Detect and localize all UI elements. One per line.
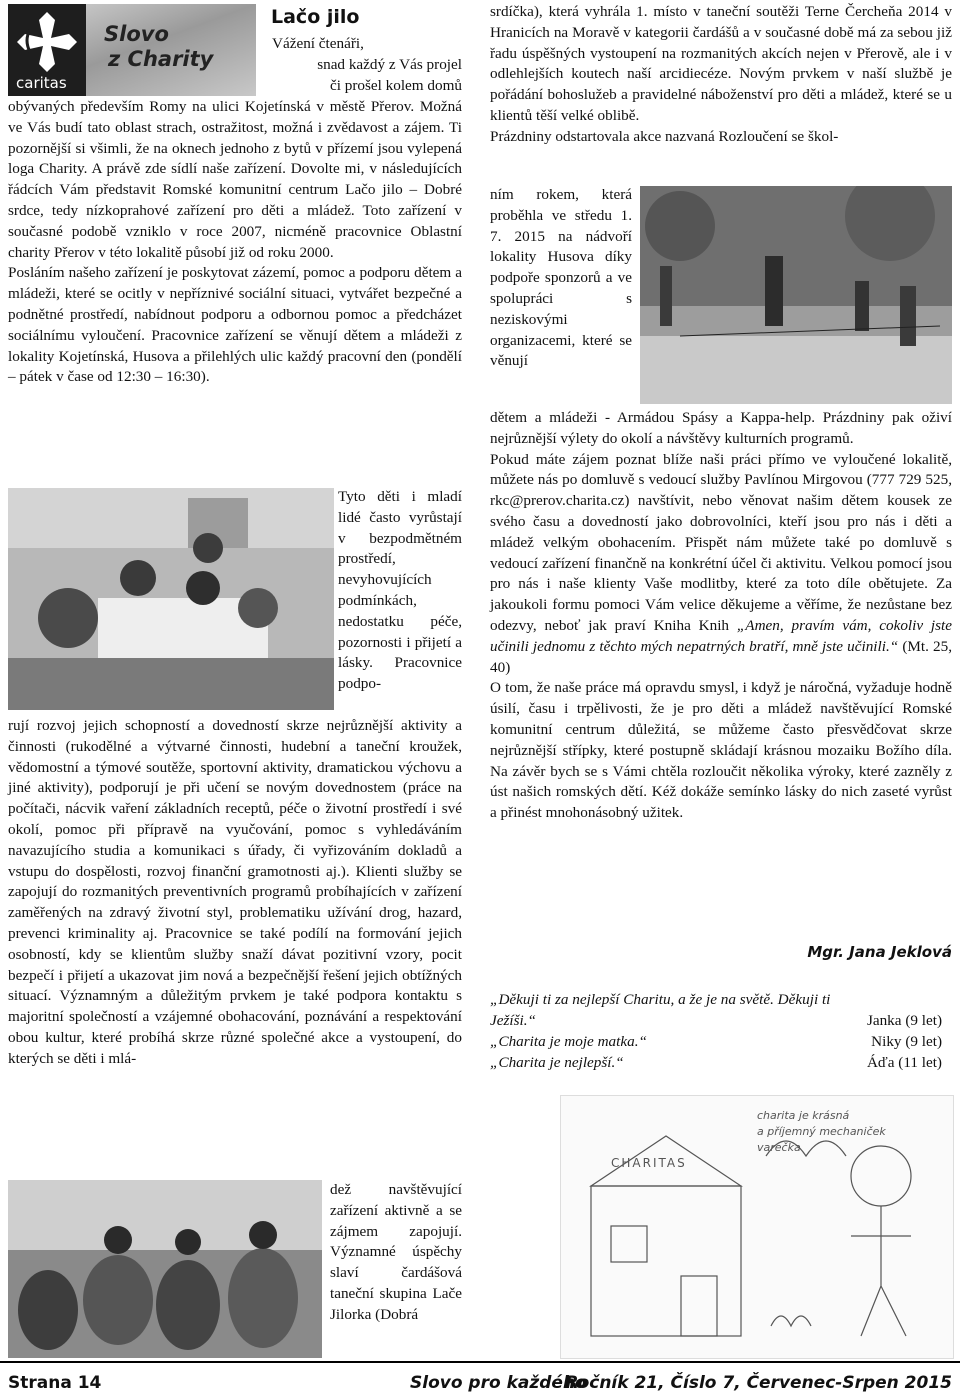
- logo-caritas-text: caritas: [16, 74, 67, 92]
- quote: [490, 1032, 952, 1053]
- article-heading: Lačo jilo: [271, 6, 360, 28]
- logo-title-line1: Slovo: [104, 22, 169, 46]
- paragraph: rují rozvoj jejich schopností a dovedností skrze nejrůznější aktivity a činnosti (rukodělné a výtvarné činnosti, hudební a taneční kroužek, vědomostní a týmové soutěže, sportovní aktivity, dramatickou výchovu a jiné aktivity), podporují je při učení se novým dovednostem (práce na počítači, nácvik vaření základních receptů, péče o životní prostředí i své okolí, pomoc při přípravě na vyučování, pomoc s vyhledáváním navazujícího studia a komunikaci s úřady, či vyřizováním dokladů a vstupu do dospělosti, rozvoj finanční gramotnosti aj.). Klienti služby se zapojují do rozmanitých preventivních programů probíhajících v zařízení zaměřených na zdravý životní styl, problematiku užívání drog, hazard, prevenci kriminality aj. Pracovnice se také podílí na formování jejich osobností, kdy se klientům služby snaží dávat pozitivní vzory, pocit bezpečí i přijetí a ukazovat jim nová a bezpečnější řešení jejich obtížných situací. Významným a důležitým prvkem je také podpora kontaktu s majoritní společností a vzájemné obohacování, poznávání a respektování obou kultur, které probíhá skrze různé společné akce a vystoupení, do kterých se děti i mlá-: [8, 717, 462, 1067]
- drawing-caption: [757, 1108, 886, 1156]
- photo-children-table: [8, 488, 334, 710]
- column-1-top: [8, 97, 462, 388]
- column-1-beside-photo-2: [330, 1180, 462, 1326]
- intro-lines: [262, 34, 462, 96]
- drawing-house-text: CHARITAS: [611, 1156, 687, 1170]
- quote: [490, 1053, 952, 1074]
- page-footer: [0, 1361, 960, 1396]
- intro-line: snad každý z Vás projel: [317, 55, 462, 73]
- paragraph: dež navštěvující zařízení aktivně a se zájmem zapojují. Významné úspěchy slaví čardášová taneční skupina Lače Jilorka (Dobrá: [330, 1181, 462, 1323]
- quote-text: Ježíši.“: [490, 1012, 536, 1029]
- quote-text: „Charita je nejlepší.“: [490, 1054, 624, 1071]
- column-2-middle: [490, 408, 952, 824]
- charity-logo: [8, 4, 256, 96]
- paragraph-text: Pokud máte zájem poznat blíže naši práci přímo ve vyloučené lokalitě, můžete nás po domluvě s vedoucí služby Pavlínou Mirgovou (777 729 525, rkc@prerov.charita.cz) navštívit, nebo věnovat našim dětem kousek ze svého času a dovedností jako dobrovolníci, kteří jsou pro nás i děti a mládež velkým obohacením. Přispět nám můžete také po domluvě s vedoucí zařízení finančně na konkrétní účel či aktivitu. Velkou pomocí jsou pro nás i naše klienty Vaše modlitby, které za toto díle obětujete. Za jakoukoli formu pomoci Vám velice děkujeme a věříme, že nezůstane bez odezvy, neboť jak praví Kniha Knih: [490, 450, 952, 634]
- children-quotes: [490, 990, 952, 1074]
- quote-text: „Děkuji ti za nejlepší Charitu, a že je na světě. Děkuji ti: [490, 991, 831, 1008]
- logo-title: [104, 22, 213, 72]
- quote-author: Áďa (11 let): [866, 1054, 942, 1071]
- column-1-beside-photo: [338, 487, 462, 695]
- paragraph: Posláním našeho zařízení je poskytovat zázemí, pomoc a podporu dětem a mládeži, které se ocitly v nepříznivé sociální situaci, vytvářet bezpečné a podnětné prostředí, nabídnout podporu a odbornou pomoc a předcházet sociálnímu vyloučení. Pracovnice zařízení se věnují dětem a mládeži z lokality Kojetínská, Husova a přilehlých ulic každý pracovní den (pondělí – pátek v čase od 12:30 – 16:30).: [8, 264, 462, 386]
- page-number: Strana 14: [8, 1373, 102, 1393]
- bible-reference: (Mt. 25, 40): [490, 637, 953, 676]
- paragraph: O tom, že naše práce má opravdu smysl, i když je náročná, vyžaduje hodně úsilí, času i trpělivosti, že je pro děti a mládež navštěvující Romské komunitní centrum důležitá, se můžeme často přesvědčovat skrze nejrůznější střípky, které postupně skládají krásnou mozaiku Božího díla. Na závěr bych se s Vámi chtěla rozloučit několika výroky, které zazněly z úst našich romských dětí. Kéž dokáže semínko lásky do nich zaseté vyrůst a přinést mnohonásobný užitek.: [490, 679, 952, 822]
- quote: [490, 990, 952, 1011]
- paragraph: Tyto děti i mladí lidé často vyrůstají v bezpodmětném prostředí, nevyhovujících podmínkách, nedostatku péče, pozornosti i přijetí a lásky. Pracovnice podpo-: [338, 488, 462, 693]
- quote-author: Niky (9 let): [871, 1033, 942, 1050]
- publication-name: Slovo pro každého: [410, 1373, 587, 1393]
- paragraph: obývaných především Romy na ulici Kojetínská v městě Přerov. Možná ve Vás budí tato oblast strach, ostražitost, možná i zvědavost a zájem. Ti pozornější si všimli, že na oknech jednoho z bytů v přízemí jsou vylepená loga Charity. A právě zde sídlí naše zařízení. Dovolte mi, v následujících řádcích Vám představit Romské komunitní centrum Lačo jilo – Dobré srdce, tedy nízkoprahové zařízení pro děti a mládež. Toto zařízení v současné podobě vzniklo v roce 2007, nicméně pracovnice Oblastní charity Přerov v této lokalitě působí již od roku 2000.: [8, 98, 462, 261]
- issue-info: Ročník 21, Číslo 7, Červenec-Srpen 2015: [565, 1373, 952, 1393]
- quote: [490, 1011, 952, 1032]
- drawing-caption-line: a příjemný mechaniček: [757, 1125, 886, 1138]
- column-2-beside-photo: [490, 185, 632, 372]
- column-1-middle: [8, 716, 462, 1070]
- child-drawing: [560, 1095, 954, 1359]
- paragraph: [490, 450, 952, 679]
- author-signature: Mgr. Jana Jeklová: [807, 943, 952, 961]
- column-2-top: [490, 2, 952, 148]
- drawing-caption-line: varečka: [757, 1141, 801, 1154]
- paragraph: Prázdniny odstartovala akce nazvaná Rozloučení se škol-: [490, 127, 839, 145]
- intro-line: či prošel kolem domů: [329, 76, 462, 94]
- paragraph: srdíčka), která vyhrála 1. místo v taneční soutěži Terne Čercheňa 2014 v Hranicích na Moravě v kategorii čardášů a v současné době má za sebou již řadu úspěšných vystoupení na rozmanitých akcích nejen v Přerově, ale i v odlehlejších koutech naší arcidiecéze. Novým prvkem v naší službě je pořádání bohoslužeb a pravidelné náboženství pro děti a mládež, které se u klientů těší velké oblibě.: [490, 3, 952, 124]
- photo-outdoor-game: [640, 186, 952, 404]
- bible-quote: „Amen, pravím vám, cokoliv jste učinili jednomu z těchto mých nepatrných bratří, mně jste učinili.“: [490, 616, 953, 655]
- intro-line: Vážení čtenáři,: [272, 35, 364, 52]
- quote-author: Janka (9 let): [866, 1012, 942, 1029]
- paragraph: ním rokem, která proběhla ve středu 1. 7. 2015 na nádvoří lokality Husova díky podpoře sponzorů a ve spolupráci s neziskovými organizacemi, které se věnují: [490, 186, 632, 370]
- paragraph: dětem a mládeži - Armádou Spásy a Kappa-help. Prázdniny pak oživí nejrůznější výlety do okolí a návštěvy kulturních programů.: [490, 409, 952, 447]
- logo-title-line2: z Charity: [108, 47, 214, 71]
- photo-dancers: [8, 1180, 322, 1358]
- quote-text: „Charita je moje matka.“: [490, 1033, 647, 1050]
- drawing-caption-line: charita je krásná: [757, 1109, 850, 1122]
